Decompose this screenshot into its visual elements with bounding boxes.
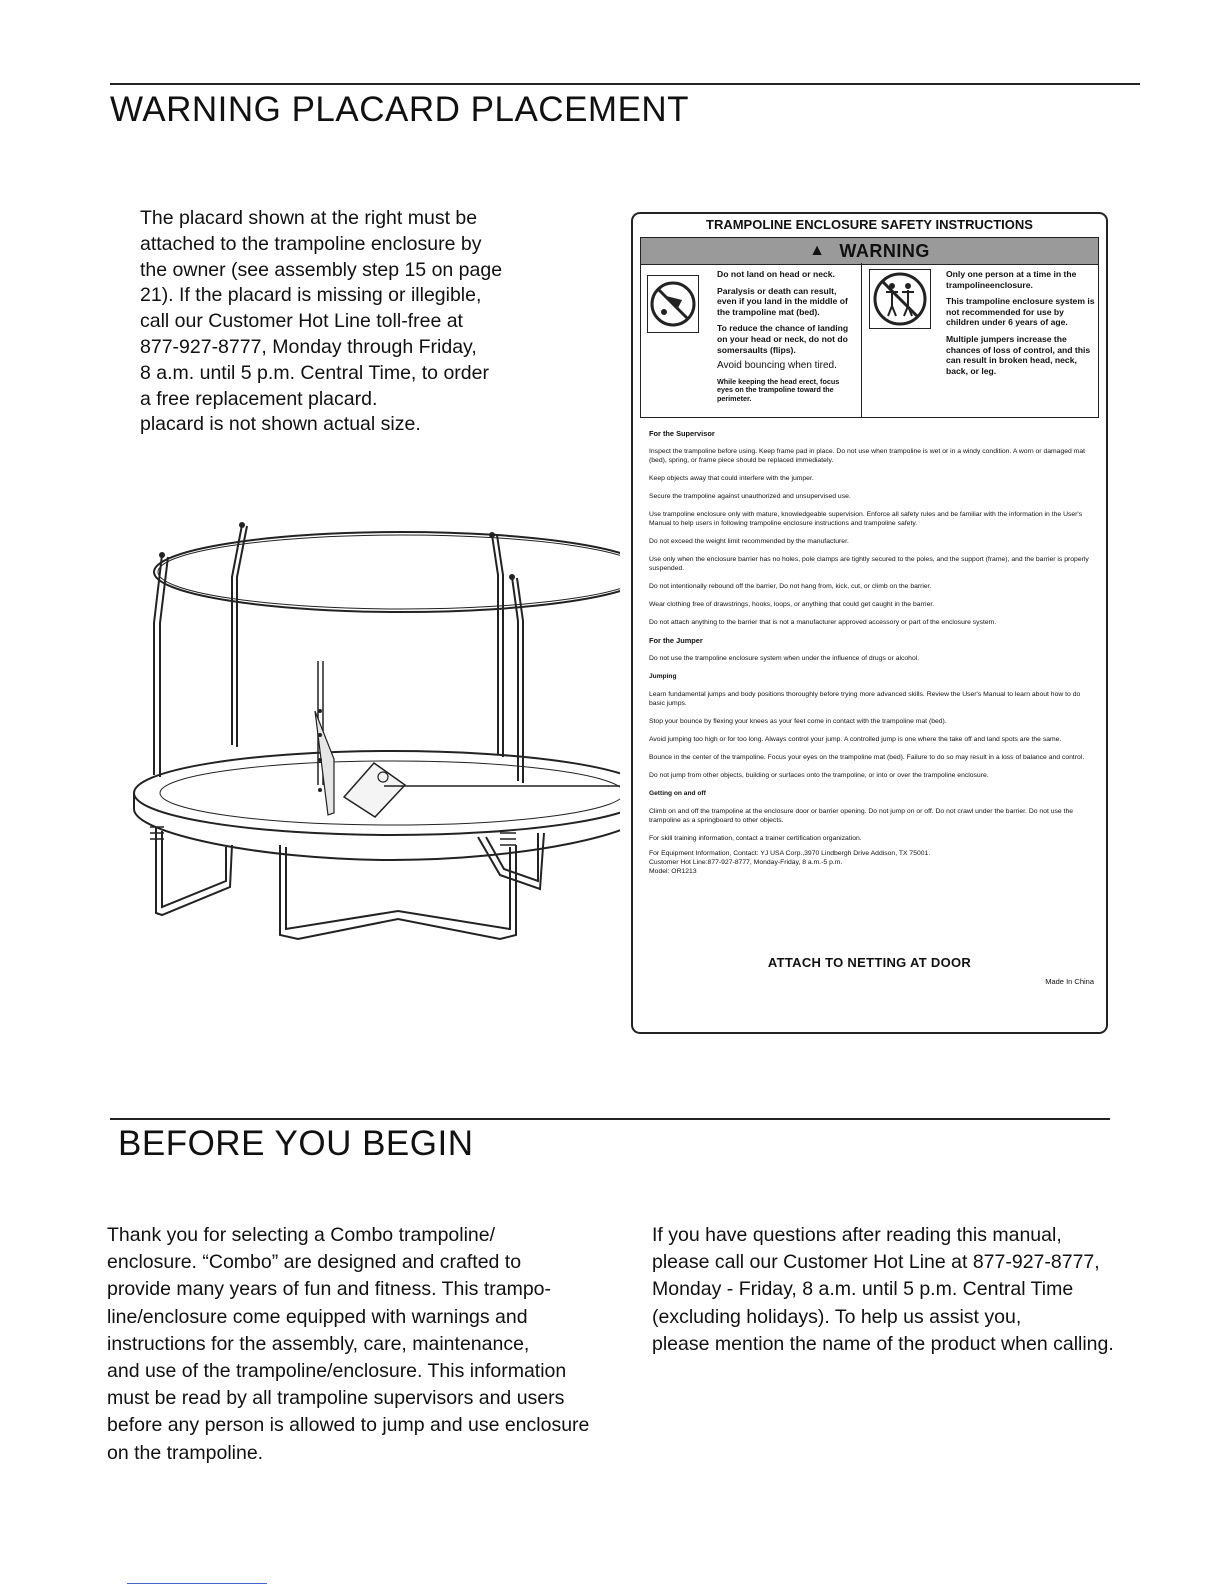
body-line: before any person is allowed to jump and use enclosure xyxy=(107,1414,590,1437)
intro-line: 877-927-8777, Monday through Friday, xyxy=(140,335,477,358)
rule-item: Do not jump from other objects, building or surfaces onto the trampoline, or into or over the trampoline enclosure. xyxy=(649,772,989,779)
placement-title: WARNING PLACARD PLACEMENT xyxy=(110,90,690,129)
contact-line: Customer Hot Line:877-927-8777, Monday-Friday, 8 a.m.-5 p.m. xyxy=(649,859,843,866)
middle-rule xyxy=(110,1118,1110,1120)
warning-line: Only one person at a time in the trampolineenclosure. xyxy=(946,269,1077,290)
intro-line: 21). If the placard is missing or illegible, xyxy=(140,284,482,307)
body-line: enclosure. “Combo” are designed and crafted to xyxy=(107,1251,522,1274)
placard-rules xyxy=(649,429,1089,876)
warning-box xyxy=(640,263,1099,418)
before-right-column xyxy=(652,1222,1172,1358)
trampoline-leg xyxy=(156,827,232,915)
warning-triangle-icon: ▲ xyxy=(809,242,826,259)
rule-item: Use only when the enclosure barrier has no holes, pole clamps are tightly secured to the poles, and the support (frame), and the barrier is properly suspended. xyxy=(649,556,1089,572)
body-line: (excluding holidays). To help us assist you, xyxy=(652,1305,1022,1328)
one-jumper-icon xyxy=(869,269,931,329)
left-warning-text xyxy=(717,269,857,410)
rule-item: Do not use the trampoline enclosure system when under the influence of drugs or alcohol. xyxy=(649,655,920,662)
rule-item: Use trampoline enclosure only with mature, knowledgeable supervision. Enforce all safety rules and be familiar with the information in the User's Manual to help users in following trampoline enclosure instructions and trampoline safety. xyxy=(649,511,1083,527)
body-line: Monday - Friday, 8 a.m. until 5 p.m. Central Time xyxy=(652,1278,1074,1301)
body-line: please mention the name of the product when calling. xyxy=(652,1332,1114,1355)
before-left-column xyxy=(107,1222,647,1467)
body-line: If you have questions after reading this manual, xyxy=(652,1224,1062,1246)
intro-line: The placard shown at the right must be xyxy=(140,207,478,229)
rule-item: Climb on and off the trampoline at the enclosure door or barrier opening. Do not jump on or off. Do not crawl under the barrier. Do not use the trampoline as a springboard to other objects. xyxy=(649,808,1074,824)
body-line: on the trampoline. xyxy=(107,1441,264,1464)
rule-item: Do not exceed the weight limit recommended by the manufacturer. xyxy=(649,538,849,545)
intro-line: placard is not shown actual size. xyxy=(140,413,421,436)
warning-banner xyxy=(640,237,1099,265)
body-line: line/enclosure come equipped with warnings and xyxy=(107,1305,528,1328)
getting-heading: Getting on and off xyxy=(649,790,706,797)
warning-column-left xyxy=(641,263,862,417)
safety-placard xyxy=(631,212,1108,1034)
footer-underline xyxy=(127,1583,267,1584)
rule-item: Stop your bounce by flexing your knees as your feet come in contact with the trampoline mat (bed). xyxy=(649,718,947,725)
trampoline-diagram xyxy=(120,515,620,955)
body-line: must be read by all trampoline supervisors and users xyxy=(107,1387,565,1410)
top-rule xyxy=(110,83,1140,85)
rule-item: Secure the trampoline against unauthorized and unsupervised use. xyxy=(649,493,851,500)
rule-item: Keep objects away that could interfere with the jumper. xyxy=(649,475,814,482)
intro-line: attached to the trampoline enclosure by xyxy=(140,232,482,255)
warning-line: Paralysis or death can result, even if you land in the middle of the trampoline mat (bed). xyxy=(717,285,848,317)
warning-line: Do not land on head or neck. xyxy=(717,269,835,279)
supervisor-heading: For the Supervisor xyxy=(649,429,715,438)
attach-label: ATTACH TO NETTING AT DOOR xyxy=(767,955,972,970)
contact-line: Model: OR1213 xyxy=(649,868,697,875)
intro-line: call our Customer Hot Line toll-free at xyxy=(140,310,463,333)
warning-column-right xyxy=(862,263,1098,417)
rule-item: Do not attach anything to the barrier that is not a manufacturer approved accessory or part of the enclosure system. xyxy=(649,619,997,626)
rule-item: Avoid jumping too high or for too long. Always control your jump. A controlled jump is one where the take off and land spots are the same. xyxy=(649,736,1062,743)
enclosure-top-ring xyxy=(154,532,620,612)
warning-line: While keeping the head erect, focus eyes on the trampoline toward the perimeter. xyxy=(717,376,840,403)
rule-item: Learn fundamental jumps and body positions thoroughly before trying more advanced skills. Review the User's Manual to learn about how to do basic jumps. xyxy=(649,691,1081,707)
body-line: provide many years of fun and fitness. This trampo- xyxy=(107,1278,552,1301)
body-line: please call our Customer Hot Line at 877-927-8777, xyxy=(652,1251,1100,1274)
body-line: and use of the trampoline/enclosure. This information xyxy=(107,1360,567,1383)
before-title: BEFORE YOU BEGIN xyxy=(118,1124,474,1163)
rule-item: Inspect the trampoline before using. Keep frame pad in place. Do not use when trampoline is wet or in a windy condition. A worn or damaged mat (bed), spring, or frame piece should be replaced immediately. xyxy=(649,448,1086,464)
warning-label: WARNING xyxy=(839,240,930,261)
rule-item: For skill training information, contact a trainer certification organization. xyxy=(649,835,862,842)
intro-line: a free replacement placard. xyxy=(140,387,378,410)
warning-line: To reduce the chance of landing on your head or neck, do not do somersaults (flips). xyxy=(717,323,849,355)
contact-line: For Equipment Information, Contact: YJ USA Corp.,3970 Lindbergh Drive Addison, TX 75001. xyxy=(649,850,931,857)
intro-line: the owner (see assembly step 15 on page xyxy=(140,258,503,281)
body-line: instructions for the assembly, care, maintenance, xyxy=(107,1332,530,1355)
intro-line: 8 a.m. until 5 p.m. Central Time, to order xyxy=(140,361,489,384)
warning-line: Avoid bouncing when tired. xyxy=(717,360,837,372)
no-somersault-icon xyxy=(647,275,699,333)
warning-placard xyxy=(344,763,405,817)
placard-title: TRAMPOLINE ENCLOSURE SAFETY INSTRUCTIONS xyxy=(706,217,1033,232)
placement-intro xyxy=(140,206,560,438)
rule-item: Bounce in the center of the trampoline. Focus your eyes on the trampoline mat (bed). Failure to do so may result in a loss of balance and control. xyxy=(649,754,1085,761)
body-line: Thank you for selecting a Combo trampoline/ xyxy=(107,1224,496,1246)
jumping-heading: Jumping xyxy=(649,673,677,680)
enclosure-pole xyxy=(492,535,498,755)
warning-line: This trampoline enclosure system is not recommended for use by children under 6 years of age. xyxy=(946,296,1095,328)
rule-item: Wear clothing free of drawstrings, hooks, loops, or anything that could get caught in the barrier. xyxy=(649,601,935,608)
made-in-label: Made In China xyxy=(1045,977,1094,986)
jumper-heading: For the Jumper xyxy=(649,636,703,645)
warning-line: Multiple jumpers increase the chances of loss of control, and this can result in broken head, neck, back, or leg. xyxy=(946,333,1091,376)
rule-item: Do not intentionally rebound off the barrier, Do not hang from, kick, cut, or climb on the barrier. xyxy=(649,583,932,590)
right-warning-text xyxy=(946,269,1096,382)
